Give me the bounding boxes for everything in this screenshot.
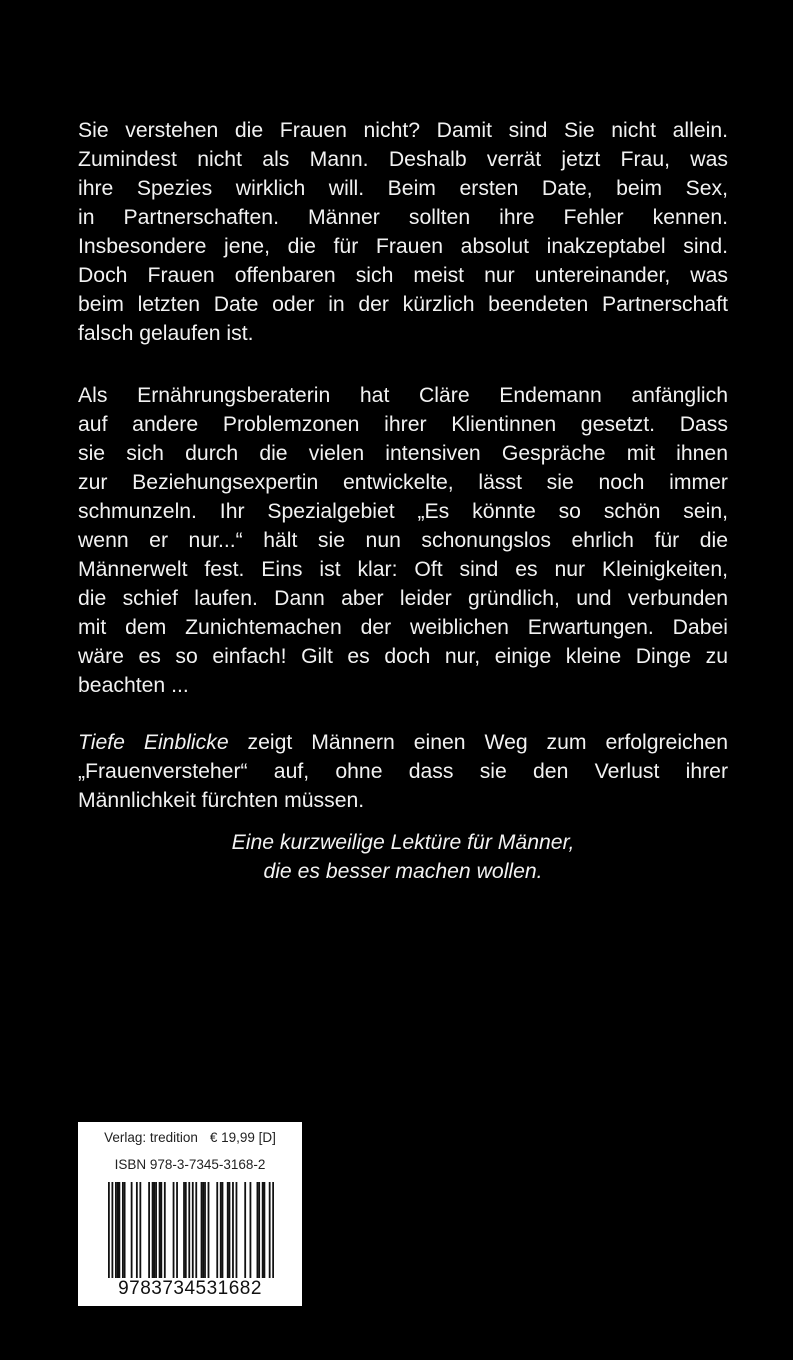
barcode-bar [164,1182,166,1278]
barcode-bar [262,1182,264,1278]
price-text: € 19,99 [D] [209,1130,276,1145]
barcode-bar [236,1182,238,1278]
text-line: die schief laufen. Dann aber leider gründlich, und verbunden [78,587,728,610]
barcode-bar [269,1182,271,1278]
barcode-bar [155,1182,157,1278]
barcode-bar [153,1182,155,1278]
text-line: mit dem Zunichtemachen der weiblichen Erwartungen. Dabei [78,616,728,639]
text-line: beim letzten Date oder in der kürzlich beendeten Partnerschaft [78,293,728,316]
text-line: in Partnerschaften. Männer sollten ihre Fehler kennen. [78,206,728,229]
barcode-bar [192,1182,194,1278]
text-line: auf andere Problemzonen ihrer Klientinnen gesetzt. Dass [78,413,728,436]
blurb-paragraph-1 [78,116,728,348]
text-line: wenn er nur...“ hält sie nun schonungslos ehrlich für die [78,529,728,552]
text-span: zeigt Männern einen Weg zum erfolgreichen [228,731,728,754]
barcode-bar [139,1182,141,1278]
text-line: Doch Frauen offenbaren sich meist nur untereinander, was [78,264,728,287]
barcode-bar [115,1182,117,1278]
barcode-bar [122,1182,124,1278]
text-line: falsch gelaufen ist. [78,322,254,345]
barcode-bar [257,1182,259,1278]
barcode-bar [108,1182,110,1278]
text-line: schmunzeln. Ihr Spezialgebiet „Es könnte so schön sein, [78,500,728,523]
barcode-bar [118,1182,120,1278]
text-line: wäre es so einfach! Gilt es doch nur, einige kleine Dinge zu [78,645,728,668]
isbn-text: ISBN 978-3-7345-3168-2 [114,1157,266,1172]
barcode-bar [148,1182,150,1278]
barcode-bar [176,1182,178,1278]
barcode-bar [111,1182,113,1278]
barcode-bar [159,1182,161,1278]
barcode-bar [124,1182,126,1278]
barcode-bar [227,1182,229,1278]
blurb-paragraph-3 [78,728,728,815]
barcode-number: 9783734531682 [118,1278,262,1299]
text-line: „Frauenversteher“ auf, ohne dass sie den Verlust ihrer [78,760,728,783]
barcode-bar [152,1182,154,1278]
text-line: zur Beziehungsexpertin entwickelte, lässt sie noch immer [78,471,728,494]
barcode-bar [220,1182,222,1278]
text-line: Sie verstehen die Frauen nicht? Damit sind Sie nicht allein. [78,119,728,142]
barcode-bar [136,1182,138,1278]
publisher-price-row [78,1130,302,1145]
barcode-bar [202,1182,204,1278]
barcode-bar [208,1182,210,1278]
text-line: sie sich durch die vielen intensiven Gespräche mit ihnen [78,442,728,465]
barcode-bar [201,1182,203,1278]
barcode-bar [258,1182,260,1278]
closing-tagline [78,828,728,886]
barcode-bar [264,1182,266,1278]
barcode-bar [216,1182,218,1278]
text-line [78,728,728,757]
barcode-bar [195,1182,197,1278]
barcode-bar [185,1182,187,1278]
barcode-bar [229,1182,231,1278]
barcode-bar [173,1182,175,1278]
text-line: Zumindest nicht als Mann. Deshalb verrät jetzt Frau, was [78,148,728,171]
barcode-bars-icon [108,1182,274,1278]
text-line: Als Ernährungsberaterin hat Cläre Endemann anfänglich [78,384,728,407]
barcode-bar [204,1182,206,1278]
text-line: ihre Spezies wirklich will. Beim ersten Date, beim Sex, [78,177,728,200]
barcode-bar [160,1182,162,1278]
book-title-italic: Tiefe Einblicke [78,731,229,754]
text-line: Insbesondere jene, die für Frauen absolut inakzeptabel sind. [78,235,728,258]
barcode-label [78,1122,302,1306]
publisher-text: Verlag: tredition [104,1130,198,1145]
text-line: Männerwelt fest. Eins ist klar: Oft sind es nur Kleinigkeiten, [78,558,728,581]
tagline-line: Eine kurzweilige Lektüre für Männer, [231,831,575,854]
barcode-bar [250,1182,252,1278]
barcode-bar [117,1182,119,1278]
barcode-bar [183,1182,185,1278]
barcode-bar [222,1182,224,1278]
blurb-paragraph-2 [78,381,728,700]
text-line: Männlichkeit fürchten müssen. [78,789,365,812]
barcode-bar [244,1182,246,1278]
barcode-bar [188,1182,190,1278]
text-line: beachten ... [78,674,189,697]
barcode-bar [131,1182,133,1278]
barcode-bar [272,1182,274,1278]
barcode-bar [232,1182,234,1278]
tagline-line: die es besser machen wollen. [263,860,543,883]
